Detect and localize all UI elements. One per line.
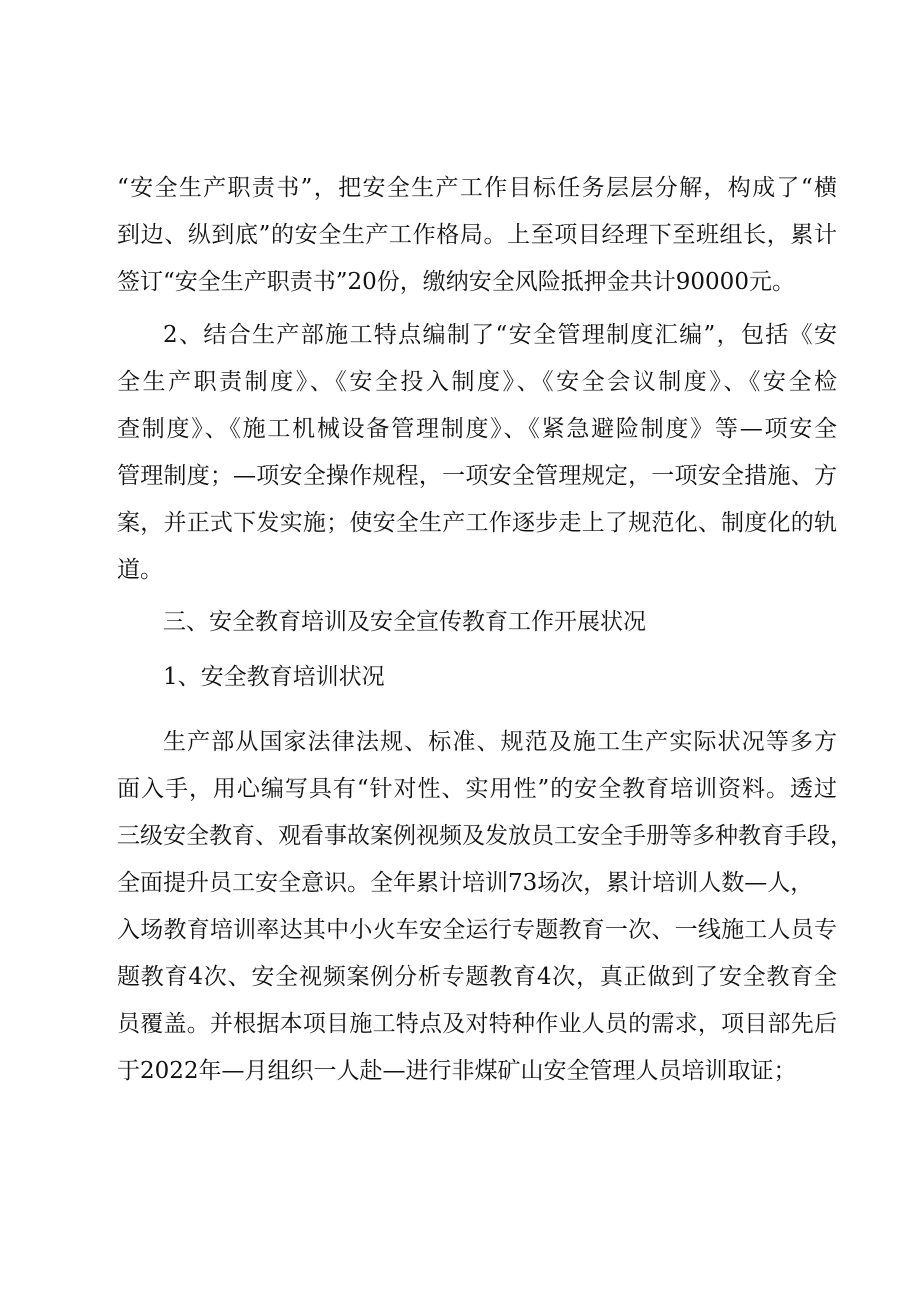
paragraph-3-line-5: 入场教育培训率达其中小火车安全运行专题教育一次、一线施工人员专 bbox=[117, 917, 837, 943]
paragraph-2-line-1: 2、结合生产部施工特点编制了“安全管理制度汇编”，包括《安 bbox=[163, 322, 837, 348]
paragraph-2-line-2: 全生产职责制度》、《安全投入制度》、《安全会议制度》、《安全检 bbox=[117, 369, 837, 395]
paragraph-3-line-7: 员覆盖。并根据本项目施工特点及对特种作业人员的需求，项目部先后 bbox=[117, 1011, 837, 1037]
paragraph-3-line-2: 面入手，用心编写具有“针对性、实用性”的安全教育培训资料。透过 bbox=[117, 776, 837, 802]
paragraph-2-line-3: 查制度》、《施工机械设备管理制度》、《紧急避险制度》等—项安全 bbox=[117, 416, 837, 442]
paragraph-3-line-6: 题教育4次、安全视频案例分析专题教育4次，真正做到了安全教育全 bbox=[117, 964, 837, 990]
paragraph-3-line-1: 生产部从国家法律法规、标准、规范及施工生产实际状况等多方 bbox=[163, 729, 837, 755]
paragraph-2-line-5: 案，并正式下发实施；使安全生产工作逐步走上了规范化、制度化的轨 bbox=[117, 510, 837, 536]
paragraph-1-line-2: 到边、纵到底”的安全生产工作格局。上至项目经理下至班组长，累计 bbox=[117, 222, 837, 248]
section-heading: 三、安全教育培训及安全宣传教育工作开展状况 bbox=[163, 609, 646, 635]
paragraph-1-line-1: “安全生产职责书”，把安全生产工作目标任务层层分解，构成了“横 bbox=[117, 175, 837, 201]
paragraph-2-line-4: 管理制度；—项安全操作规程，一项安全管理规定，一项安全措施、方 bbox=[117, 463, 837, 489]
paragraph-3-line-3: 三级安全教育、观看事故案例视频及发放员工安全手册等多种教育手段， bbox=[117, 823, 853, 849]
subsection-heading: 1、安全教育培训状况 bbox=[163, 664, 385, 690]
paragraph-1-line-3: 签订“安全生产职责书”20份，缴纳安全风险抵押金共计90000元。 bbox=[117, 269, 795, 295]
paragraph-2-line-6: 道。 bbox=[117, 557, 163, 583]
paragraph-3-line-4: 全面提升员工安全意识。全年累计培训73场次，累计培训人数—人， bbox=[117, 870, 814, 896]
paragraph-3-line-8: 于2022年—月组织一人赴—进行非煤矿山安全管理人员培训取证； bbox=[117, 1058, 797, 1084]
